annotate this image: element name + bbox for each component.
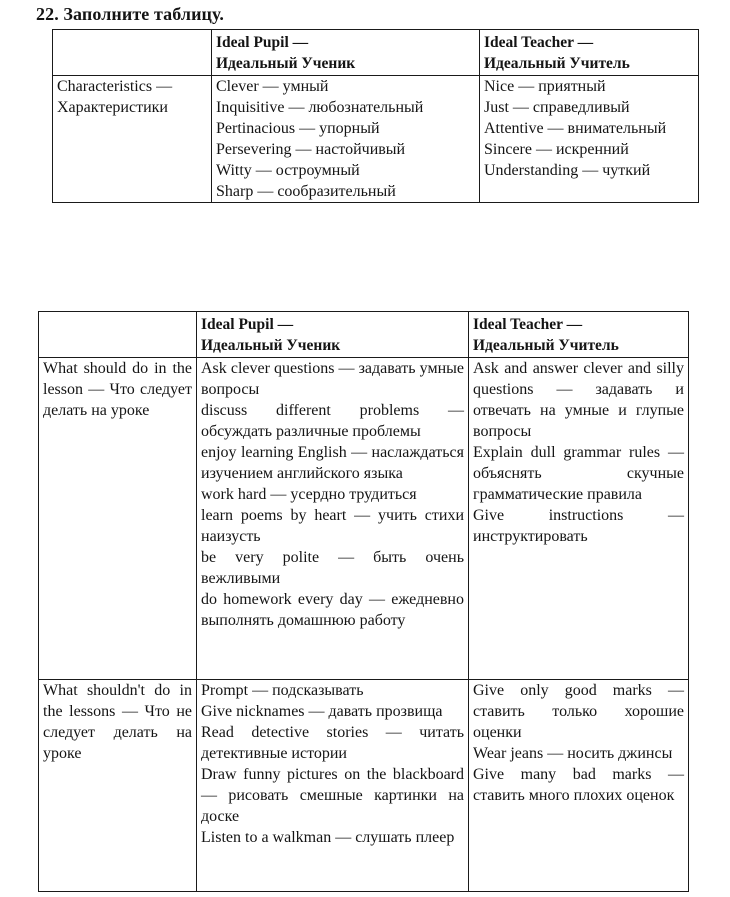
list-item: Understanding — чуткий: [484, 162, 651, 179]
row-label-characteristics: Characteristics — Характеристики: [53, 76, 212, 203]
list-item: Prompt — подсказывать: [201, 682, 364, 699]
list-item: Read detective stories — читать детективные истории: [201, 724, 464, 762]
list-item: Pertinacious — упорный: [216, 120, 380, 137]
pupil-characteristics-cell: [212, 76, 480, 203]
pupil-shouldnt-do-cell: [197, 680, 469, 892]
list-item: work hard — усердно трудиться: [201, 486, 417, 503]
teacher-shouldnt-do-cell: [469, 680, 689, 892]
list-item: Witty — остроумный: [216, 162, 360, 179]
list-item: Attentive — внимательный: [484, 120, 667, 137]
list-item: Ask clever questions — задавать умные вопросы: [201, 360, 464, 398]
header-ideal-pupil: Ideal Pupil — Идеальный Ученик: [197, 312, 469, 358]
pupil-should-do-cell: [197, 358, 469, 680]
header-empty: [53, 30, 212, 76]
list-item: Nice — приятный: [484, 78, 606, 95]
table-row: [39, 358, 689, 680]
header-ideal-teacher: Ideal Teacher — Идеальный Учитель: [469, 312, 689, 358]
list-item: Give only good marks — ставить только хорошие оценки: [473, 682, 684, 741]
table-row: [53, 76, 699, 203]
list-item: Listen to a walkman — слушать плеер: [201, 829, 455, 846]
list-item: Persevering — настойчивый: [216, 141, 406, 158]
list-item: Draw funny pictures on the blackboard — рисовать смешные картинки на доске: [201, 766, 464, 825]
list-item: Sincere — искренний: [484, 141, 629, 158]
row-label-should-do: What should do in the lesson — Что следует делать на уроке: [39, 358, 197, 680]
row-label-shouldnt-do: What shouldn't do in the lessons — Что не следует делать на уроке: [39, 680, 197, 892]
header-ideal-teacher: Ideal Teacher — Идеальный Учитель: [480, 30, 699, 76]
header-empty: [39, 312, 197, 358]
list-item: do homework every day — ежедневно выполнять домашнюю работу: [201, 591, 464, 629]
task-title: 22. Заполните таблицу.: [36, 4, 224, 24]
list-item: Explain dull grammar rules — объяснять скучные грамматические правила: [473, 444, 684, 503]
table-header-row: [39, 312, 689, 358]
list-item: Wear jeans — носить джинсы: [473, 745, 673, 762]
list-item: Just — справедливый: [484, 99, 630, 116]
list-item: Give instructions — инструктировать: [473, 507, 684, 545]
list-item: Give many bad marks — ставить много плохих оценок: [473, 766, 684, 804]
table-row: [39, 680, 689, 892]
list-item: Ask and answer clever and silly questions — задавать и отвечать на умные и глупые вопросы: [473, 360, 684, 440]
teacher-should-do-cell: [469, 358, 689, 680]
list-item: enjoy learning English — наслаждаться изучением английского языка: [201, 444, 464, 482]
header-ideal-pupil: Ideal Pupil — Идеальный Ученик: [212, 30, 480, 76]
list-item: Clever — умный: [216, 78, 329, 95]
list-item: Sharp — сообразительный: [216, 183, 396, 200]
table-header-row: [53, 30, 699, 76]
teacher-characteristics-cell: [480, 76, 699, 203]
list-item: Give nicknames — давать прозвища: [201, 703, 443, 720]
list-item: be very polite — быть очень вежливыми: [201, 549, 464, 587]
characteristics-table: [52, 29, 699, 203]
list-item: learn poems by heart — учить стихи наизусть: [201, 507, 464, 545]
list-item: discuss different problems — обсуждать различные проблемы: [201, 402, 464, 440]
list-item: Inquisitive — любознательный: [216, 99, 424, 116]
lesson-behaviour-table: [38, 311, 689, 892]
